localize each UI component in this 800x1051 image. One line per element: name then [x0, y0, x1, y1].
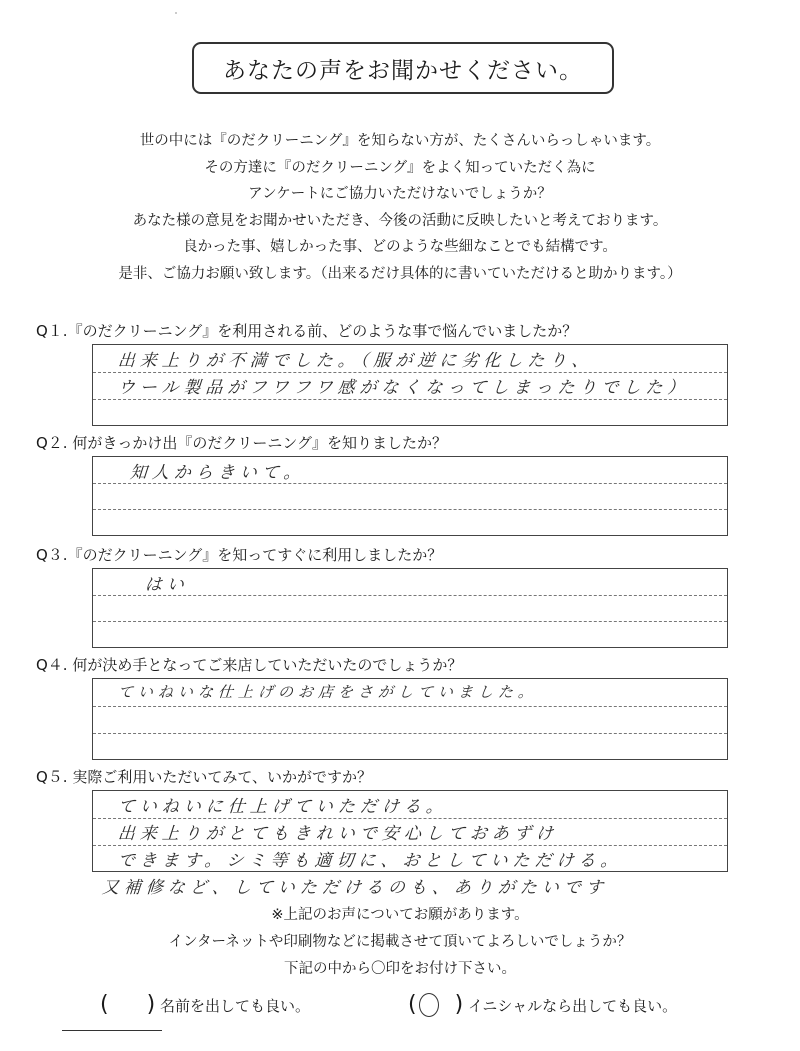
ruled-line [93, 706, 727, 707]
answer-3-line-1: はい [144, 575, 190, 595]
answer-5-line-4: 又補修など、していただけるのも、ありがたいです [101, 878, 609, 898]
question-2-label: Q２. 何がきっかけ出『のだクリーニング』を知りましたか？ [36, 434, 448, 452]
question-3-label: Q３.『のだクリーニング』を知ってすぐに利用しましたか？ [36, 546, 443, 564]
question-5-label: Q５. 実際ご利用いただいてみて、いかがですか？ [36, 768, 373, 786]
question-1-label: Q１.『のだクリーニング』を利用される前、どのような事で悩んでいましたか？ [36, 322, 578, 340]
intro-line: アンケートにご協力いただけないでしょうか？ [248, 186, 552, 202]
ruled-line [93, 483, 727, 484]
choice-initial-label: イニシャルなら出しても良い。 [467, 997, 678, 1015]
note-line: 下記の中から〇印をお付け下さい。 [284, 961, 516, 977]
title-text: あなたの声をお聞かせください。 [223, 57, 583, 84]
ruled-line [93, 509, 727, 510]
intro-line: 是非、ご協力お願い致します。（出来るだけ具体的に書いていただけると助かります。） [118, 265, 682, 282]
ruled-line [93, 733, 727, 734]
answer-1-line-2: ウール製品がフワフワ感がなくなってしまったりでした） [117, 378, 691, 398]
question-4-label: Q４. 何が決め手となってご来店していただいたのでしょうか？ [36, 656, 463, 674]
ruled-line [93, 595, 727, 596]
note-line: ※上記のお声についてお願があります。 [271, 907, 529, 923]
answer-1-line-1: 出来上りが不満でした。（服が逆に劣化したり、 [117, 351, 595, 371]
ruled-line [93, 399, 727, 400]
open-paren: ( [100, 992, 109, 1017]
intro-line: あなた様の意見をお聞かせいただき、今後の活動に反映したいと考えております。 [132, 212, 668, 229]
ruled-line [93, 621, 727, 622]
answer-5-line-2: 出来上りがとてもきれいで安心しておあずけ [117, 824, 559, 844]
note-line: インターネットや印刷物などに掲載させて頂いてよろしいでしょうか？ [168, 934, 632, 950]
answer-5-line-3: できます。シミ等も適切に、おとしていただける。 [117, 851, 624, 871]
answer-2-line-1: 知人からきいて。 [129, 463, 307, 483]
choice-initial[interactable] [408, 992, 677, 1017]
choice-name-label: 名前を出しても良い。 [159, 997, 310, 1015]
intro-line: その方達に『のだクリーニング』をよく知っていただく為に [204, 159, 596, 176]
answer-4-line-1: ていねいな仕上げのお店をさがしていました。 [117, 683, 539, 701]
choice-name[interactable] [100, 992, 310, 1017]
speck [175, 12, 177, 14]
intro-text [60, 128, 740, 287]
divider [62, 1030, 162, 1031]
close-paren: ) [146, 992, 156, 1017]
intro-line: 世の中には『のだクリーニング』を知らない方が、たくさんいらっしゃいます。 [139, 133, 661, 149]
intro-line: 良かった事、嬉しかった事、どのような些細なことでも結構です。 [183, 239, 617, 255]
answer-5-line-1: ていねいに仕上げていただける。 [117, 797, 449, 817]
open-paren: ( [408, 992, 417, 1017]
selected-circle-mark [419, 993, 439, 1017]
page-title [192, 42, 614, 94]
close-paren: ) [454, 992, 464, 1017]
